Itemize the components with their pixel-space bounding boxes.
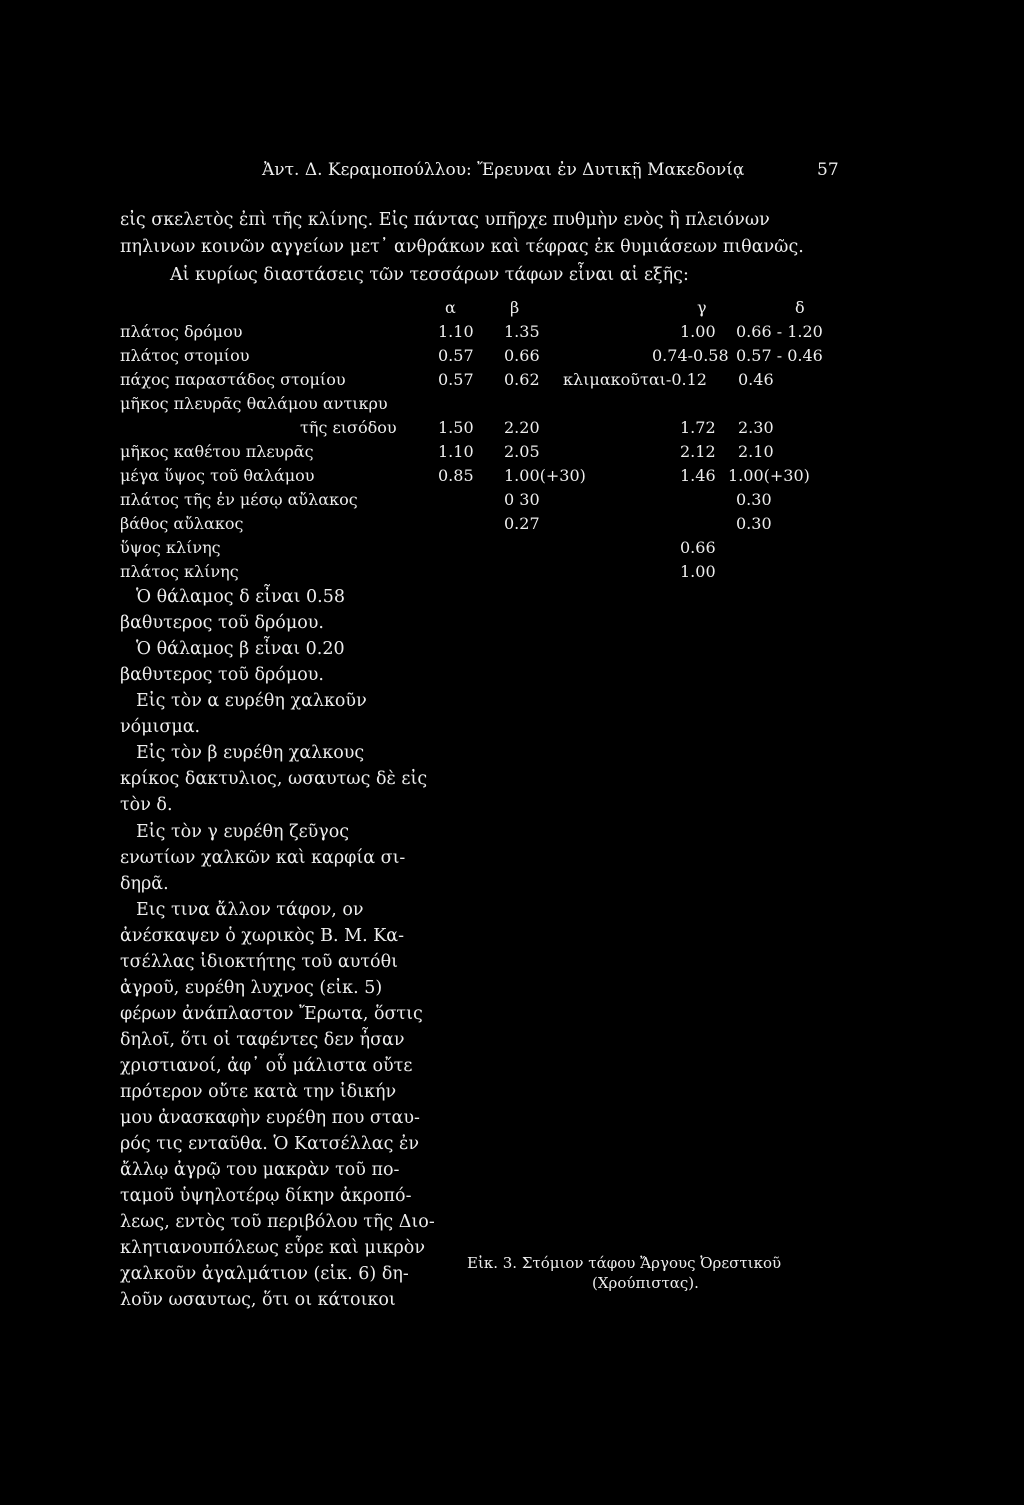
text-line: βαθυτερος τοῦ δρόμου. (120, 665, 324, 685)
text-line: λεως, εντὸς τοῦ περιβόλου τῆς Διο- (120, 1212, 435, 1232)
row-label: πλάτος κλίνης (120, 562, 239, 581)
cell-c: 0.74-0.58 (652, 346, 729, 365)
text-line: ἀγροῦ, ευρέθη λυχνος (εἰκ. 5) (120, 978, 383, 998)
row-label: πλάτος δρόμου (120, 322, 243, 341)
intro-line-3: Αἱ κυρίως διαστάσεις τῶν τεσσάρων τάφων εἶναι αἱ εξῆς: (170, 265, 689, 285)
cell-a: 0.57 (438, 370, 474, 389)
text-line: ενωτίων χαλκῶν καὶ καρφία σι- (120, 848, 406, 868)
text-line: ἄλλῳ ἀγρῷ του μακρὰν τοῦ πο- (120, 1160, 400, 1180)
text-line: ρός τις ενταῦθα. Ὁ Κατσέλλας ἐν (120, 1134, 419, 1154)
text-line: κρίκος δακτυλιος, ωσαυτως δὲ εἰς (120, 769, 428, 789)
text-line: λοῦν ωσαυτως, ὅτι οι κάτοικοι (120, 1290, 396, 1310)
text-line: κλητιανουπόλεως εὗρε καὶ μικρὸν (120, 1238, 425, 1258)
running-title: Ἀντ. Δ. Κεραμοπούλλου: Ἔρευναι ἐν Δυτικῇ Μακεδονίᾳ (262, 160, 745, 180)
text-line: φέρων ἀνάπλαστον Ἔρωτα, ὅστις (120, 1004, 423, 1024)
cell-d: 0.57 - 0.46 (736, 346, 823, 365)
text-line: Ὁ θάλαμος δ εἶναι 0.58 (136, 587, 346, 607)
text-line: Εἰς τὸν β ευρέθη χαλκους (136, 743, 365, 763)
text-line: ταμοῦ ὑψηλοτέρῳ δίκην ἀκροπό- (120, 1186, 412, 1206)
intro-line-2: πηλινων κοινῶν αγγείων μετ᾽ ανθράκων καὶ τέφρας ἐκ θυμιάσεων πιθανῶς. (120, 237, 804, 257)
cell-a: 1.50 (438, 418, 474, 437)
cell-c: 1.46 (680, 466, 716, 485)
row-label: πάχος παραστάδος στομίου (120, 370, 346, 389)
cell-c: 0.66 (680, 538, 716, 557)
cell-a: 1.10 (438, 442, 474, 461)
text-line: βαθυτερος τοῦ δρόμου. (120, 613, 324, 633)
text-line: ἀνέσκαψεν ὁ χωρικὸς Β. Μ. Κα- (120, 926, 405, 946)
text-line: μου ἀνασκαφὴν ευρέθη που σταυ- (120, 1108, 420, 1128)
text-line: Εις τινα ἄλλον τάφον, ον (136, 900, 364, 920)
intro-line-1: εἰς σκελετὸς ἐπὶ τῆς κλίνης. Εἰς πάντας υπῆρχε πυθμὴν ενὸς ἢ πλειόνων (120, 210, 770, 230)
cell-b: 2.05 (504, 442, 540, 461)
text-line: Εἰς τὸν γ ευρέθη ζεῦγος (136, 822, 350, 842)
row-label: μέγα ὕψος τοῦ θαλάμου (120, 466, 315, 485)
col-header-a: α (445, 298, 456, 317)
row-label: πλάτος στομίου (120, 346, 250, 365)
cell-b: 0 30 (504, 490, 540, 509)
text-line: δηλοῖ, ὅτι οἱ ταφέντες δεν ἦσαν (120, 1030, 405, 1050)
cell-d: 0.30 (736, 514, 772, 533)
cell-c: 1.00 (680, 562, 716, 581)
row-label: ὕψος κλίνης (120, 538, 221, 557)
cell-a: 0.85 (438, 466, 474, 485)
cell-c: 1.00 (680, 322, 716, 341)
figure-caption: Εἰκ. 3. Στόμιον τάφου Ἄργους Ὀρεστικοῦ (467, 1254, 782, 1272)
cell-b: 1.35 (504, 322, 540, 341)
row-label: βάθος αὔλακος (120, 514, 244, 533)
cell-d: 0.46 (738, 370, 774, 389)
cell-c: 2.12 (680, 442, 716, 461)
row-label: τῆς εισόδου (300, 418, 397, 437)
cell-d: 2.30 (738, 418, 774, 437)
text-line: Ὁ θάλαμος β εἶναι 0.20 (136, 639, 345, 659)
cell-a: 0.57 (438, 346, 474, 365)
text-line: χριστιανοί, ἀφ᾽ οὗ μάλιστα οὔτε (120, 1056, 413, 1076)
text-line: Εἰς τὸν α ευρέθη χαλκοῦν (136, 691, 367, 711)
cell-d: 2.10 (738, 442, 774, 461)
page-number: 57 (817, 160, 839, 180)
figure-caption-location: (Χρούπιστας). (592, 1274, 699, 1292)
cell-b: 2.20 (504, 418, 540, 437)
col-header-c: γ (697, 298, 707, 317)
text-line: τὸν δ. (120, 795, 173, 815)
row-label: μῆκος πλευρᾶς θαλάμου αντικρυ (120, 394, 388, 413)
col-header-d: δ (795, 298, 805, 317)
cell-d: 1.00(+30) (728, 466, 810, 485)
cell-d: 0.66 - 1.20 (736, 322, 823, 341)
cell-b: 1.00(+30) (504, 466, 586, 485)
row-label: μῆκος καθέτου πλευρᾶς (120, 442, 314, 461)
col-header-b: β (510, 298, 520, 317)
text-line: τσέλλας ἰδιοκτήτης τοῦ αυτόθι (120, 952, 398, 972)
text-line: πρότερον οὔτε κατὰ την ἰδικήν (120, 1082, 397, 1102)
cell-d: 0.30 (736, 490, 772, 509)
text-line: δηρᾶ. (120, 874, 169, 894)
cell-a: 1.10 (438, 322, 474, 341)
cell-b: 0.66 (504, 346, 540, 365)
text-line: χαλκοῦν ἀγαλμάτιον (εἰκ. 6) δη- (120, 1264, 409, 1284)
cell-c: κλιμακοῦται-0.12 (563, 370, 707, 389)
row-label: πλάτος τῆς ἐν μέσῳ αὔλακος (120, 490, 358, 509)
cell-b: 0.62 (504, 370, 540, 389)
text-line: νόμισμα. (120, 717, 201, 737)
cell-c: 1.72 (680, 418, 716, 437)
cell-b: 0.27 (504, 514, 540, 533)
